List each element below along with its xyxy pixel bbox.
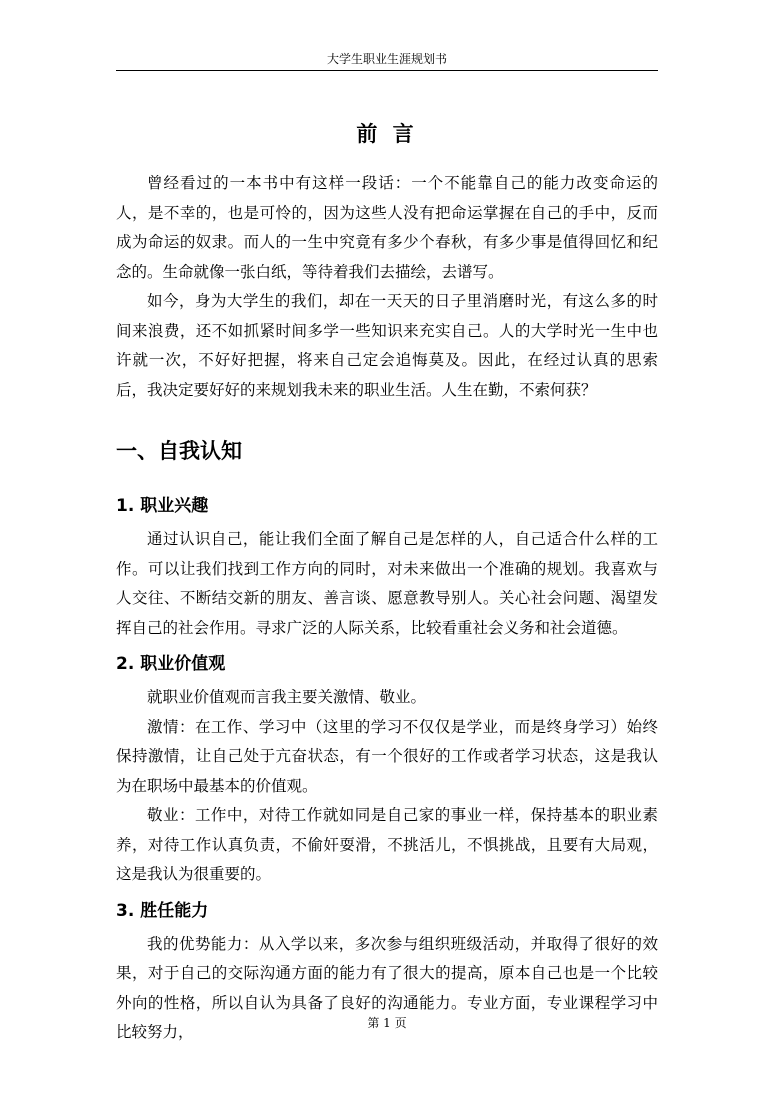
paragraph-values-passion: 激情：在工作、学习中（这里的学习不仅仅是学业，而是终身学习）始终保持激情，让自己处于亢奋状态，有一个很好的工作或者学习状态，这是我认为在职场中最基本的价值观。 <box>116 717 658 795</box>
page-body <box>116 118 658 1048</box>
header-rule <box>116 70 658 71</box>
paragraph-values-intro: 就职业价值观而言我主要关激情、敬业。 <box>147 688 427 706</box>
section-heading-self-awareness: 一、自我认知 <box>116 439 242 463</box>
subheading-career-values: 2. 职业价值观 <box>116 654 226 674</box>
paragraph-career-interest: 通过认识自己，能让我们全面了解自己是怎样的人，自己适合什么样的工作。可以让我们找到工作方向的同时，对未来做出一个准确的规划。我喜欢与人交往、不断结交新的朋友、善言谈、愿意教导别人。关心社会问题、渴望发挥自己的社会作用。寻求广泛的人际关系，比较看重社会义务和社会道德。 <box>116 530 658 637</box>
page-header: 大学生职业生涯规划书 <box>326 52 447 66</box>
preface-paragraph-1: 曾经看过的一本书中有这样一段话：一个不能靠自己的能力改变命运的人，是不幸的，也是可怜的，因为这些人没有把命运掌握在自己的手中，反而成为命运的奴隶。而人的一生中究竟有多少个春秋，有多少事是值得回忆和纪念的。生命就像一张白纸，等待着我们去描绘，去谱写。 <box>116 174 658 281</box>
preface-title: 前 言 <box>356 122 418 146</box>
paragraph-values-dedication: 敬业：工作中，对待工作就如同是自己家的事业一样，保持基本的职业素养，对待工作认真负责，不偷奸耍滑，不挑活儿，不惧挑战，且要有大局观，这是我认为很重要的。 <box>116 806 658 883</box>
paragraph-competence: 我的优势能力：从入学以来，多次参与组织班级活动，并取得了很好的效果，对于自己的交际沟通方面的能力有了很大的提高，原本自己也是一个比较外向的性格，所以自认为具备了良好的沟通能力。专业方面，专业课程学习中比较努力， <box>116 934 658 1041</box>
preface-paragraph-2: 如今，身为大学生的我们，却在一天天的日子里消磨时光，有这么多的时间来浪费，还不如抓紧时间多学一些知识来充实自己。人的大学时光一生中也许就一次，不好好把握，将来自己定会追悔莫及。因此，在经过认真的思索后，我决定要好好的来规划我未来的职业生活。人生在勤，不索何获？ <box>116 292 658 399</box>
page-number: 第 1 页 <box>367 1016 407 1030</box>
subheading-career-interest: 1. 职业兴趣 <box>116 496 209 516</box>
subheading-competence: 3. 胜任能力 <box>116 900 209 921</box>
